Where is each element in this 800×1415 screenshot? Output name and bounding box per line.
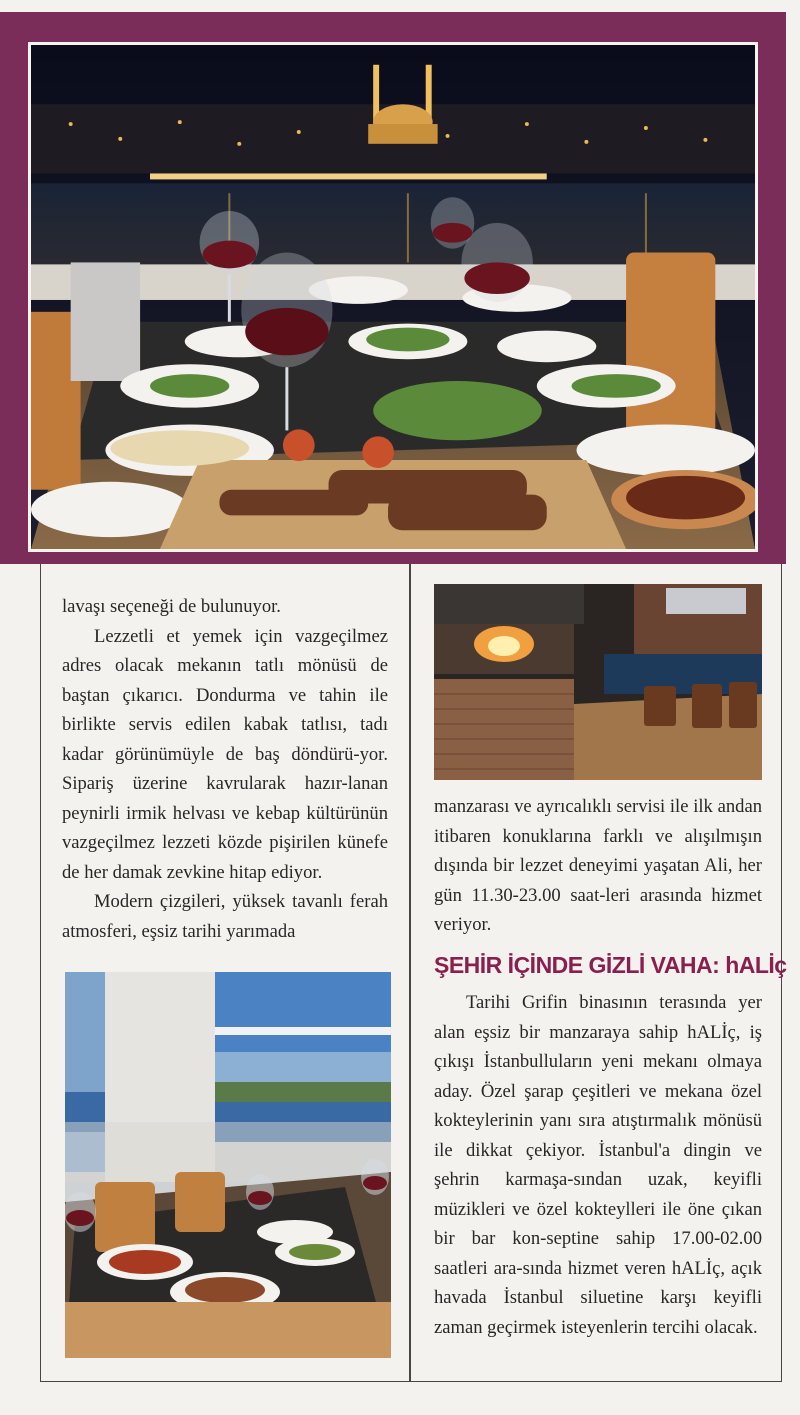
section-headline: ŞEHİR İÇİNDE GİZLİ VAHA: hALİç [434,952,787,978]
paragraph: manzarası ve ayrıcalıklı servisi ile ilk andan itibaren konuklarına farklı ve alışılmışın dışında bir lezzet deneyimi yaşatan Ali, her gün 11.30-23.00 saat-leri arasında hizmet veriyor. [434,796,762,935]
column-divider [409,564,411,1382]
interior-photo [434,584,762,780]
hero-photo-night-dinner [28,42,758,552]
hero-photo-illustration [31,45,755,549]
terrace-photo-illustration [65,972,391,1358]
paragraph: Tarihi Grifin binasının terasında yer alan eşsiz bir manzaraya sahip hALİç, iş çıkışı İstanbulluların yeni mekanı olmaya aday. Özel şarap çeşitleri ve mekana özel kokteylerinin yanı sıra atıştırmalık mönüsü ile dikkat çekiyor. İstanbul'a dingin ve şehrin karmaşa-sından uzak, keyifli müzikleri ve özel kokteylleri ile öne çıkan bir bar kon-septine sahip 17.00-02.00 saatleri ara-sında hizmet veren hALİç, açık havada İstanbul siluetine karşı keyifli zaman geçirmek isteyenlerin tercihi olacak. [434,992,762,1338]
terrace-photo [65,972,391,1358]
left-column-text [62,592,388,946]
paragraph: lavaşı seçeneği de bulunuyor. [62,596,281,617]
paragraph: Modern çizgileri, yüksek tavanlı ferah atmosferi, eşsiz tarihi yarımada [62,891,388,942]
right-column-text-bottom [434,988,762,1342]
paragraph: Lezzetli et yemek için vazgeçilmez adres olacak mekanın tatlı mönüsü de baştan çıkarıcı. Dondurma ve tahin ile birlikte servis edilen kabak tatlısı, tadı kadar görünümüyle de baş döndürü-yor. Sipariş üzerine kavrularak hazır-lanan peynirli irmik helvası ve kebap kültürünün vazgeçilmez lezzeti közde pişirilen künefe de her damak zevkine hitap ediyor. [62,625,388,883]
right-column-text-top [434,792,762,940]
hero-photo-frame [0,12,786,564]
interior-photo-illustration [434,584,762,780]
